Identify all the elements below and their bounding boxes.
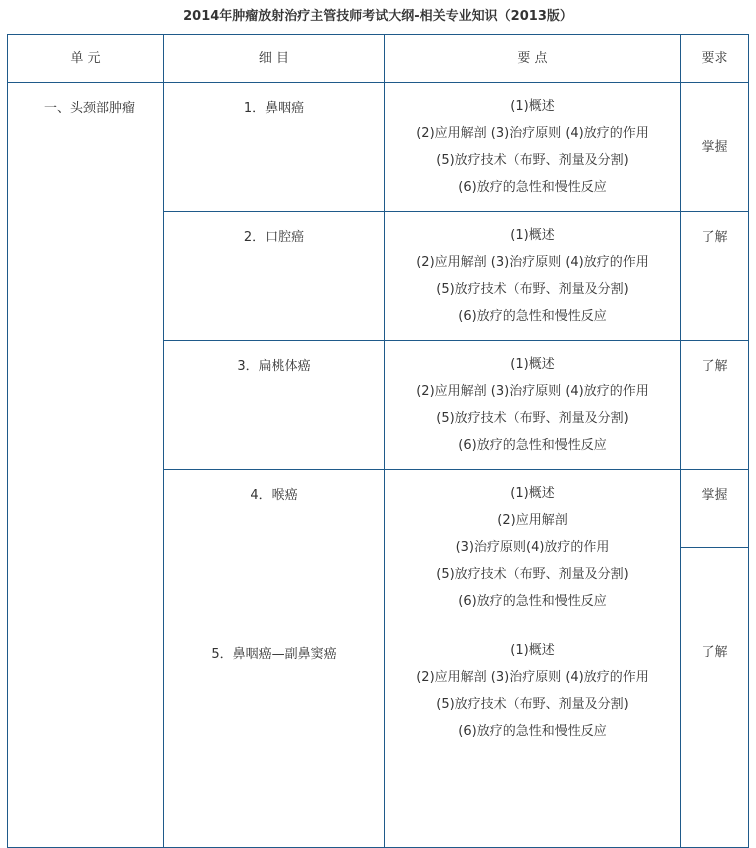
header-item: 细 目 — [164, 35, 385, 83]
point-line: (6)放疗的急性和慢性反应 — [458, 724, 607, 739]
requirement-cell: 了解 — [681, 341, 749, 470]
point-line: (2)应用解剖 — [497, 513, 568, 528]
requirement-cell: 掌握 — [681, 83, 749, 212]
point-line: (5)放疗技术（布野、剂量及分割) — [436, 697, 629, 712]
point-line: (5)放疗技术（布野、剂量及分割) — [436, 411, 629, 426]
point-line: (1)概述 — [510, 486, 555, 501]
item-cell: 3．扁桃体癌 — [164, 341, 385, 470]
unit-cell: 一、头颈部肿瘤 — [8, 83, 164, 848]
table-header-row — [8, 35, 749, 83]
requirement-cell: 了解 — [681, 212, 749, 341]
point-line: (6)放疗的急性和慢性反应 — [458, 180, 607, 195]
point-line: (2)应用解剖 (3)治疗原则 (4)放疗的作用 — [416, 255, 649, 270]
point-line: (1)概述 — [510, 357, 555, 372]
header-requirement: 要求 — [681, 35, 749, 83]
item-cell: 1．鼻咽癌 — [164, 83, 385, 212]
point-line: (5)放疗技术（布野、剂量及分割) — [436, 153, 629, 168]
point-line: (2)应用解剖 (3)治疗原则 (4)放疗的作用 — [416, 670, 649, 685]
header-unit: 单 元 — [8, 35, 164, 83]
points-cell — [385, 212, 681, 341]
point-line: (2)应用解剖 (3)治疗原则 (4)放疗的作用 — [416, 384, 649, 399]
requirement-cell: 了解 — [681, 548, 749, 848]
points-cell — [385, 341, 681, 470]
point-line: (6)放疗的急性和慢性反应 — [458, 438, 607, 453]
point-line: (5)放疗技术（布野、剂量及分割) — [436, 567, 629, 582]
item-label: 5．鼻咽癌—副鼻窦癌 — [211, 647, 337, 662]
point-line: (1)概述 — [510, 228, 555, 243]
item-cell: 2．口腔癌 — [164, 212, 385, 341]
header-points: 要 点 — [385, 35, 681, 83]
item-label: 4．喉癌 — [250, 488, 298, 503]
point-line: (6)放疗的急性和慢性反应 — [458, 594, 607, 609]
points-cell — [385, 83, 681, 212]
point-line: (1)概述 — [510, 643, 555, 658]
document-title: 2014年肿瘤放射治疗主管技师考试大纲-相关专业知识（2013版） — [183, 9, 573, 24]
requirement-cell: 掌握 — [681, 470, 749, 548]
syllabus-table — [7, 34, 749, 848]
point-line: (1)概述 — [510, 99, 555, 114]
point-line: (3)治疗原则(4)放疗的作用 — [455, 540, 610, 555]
points-cell — [385, 470, 681, 848]
point-line: (2)应用解剖 (3)治疗原则 (4)放疗的作用 — [416, 126, 649, 141]
point-line: (6)放疗的急性和慢性反应 — [458, 309, 607, 324]
point-line: (5)放疗技术（布野、剂量及分割) — [436, 282, 629, 297]
item-cell — [164, 470, 385, 848]
table-row — [8, 83, 749, 212]
